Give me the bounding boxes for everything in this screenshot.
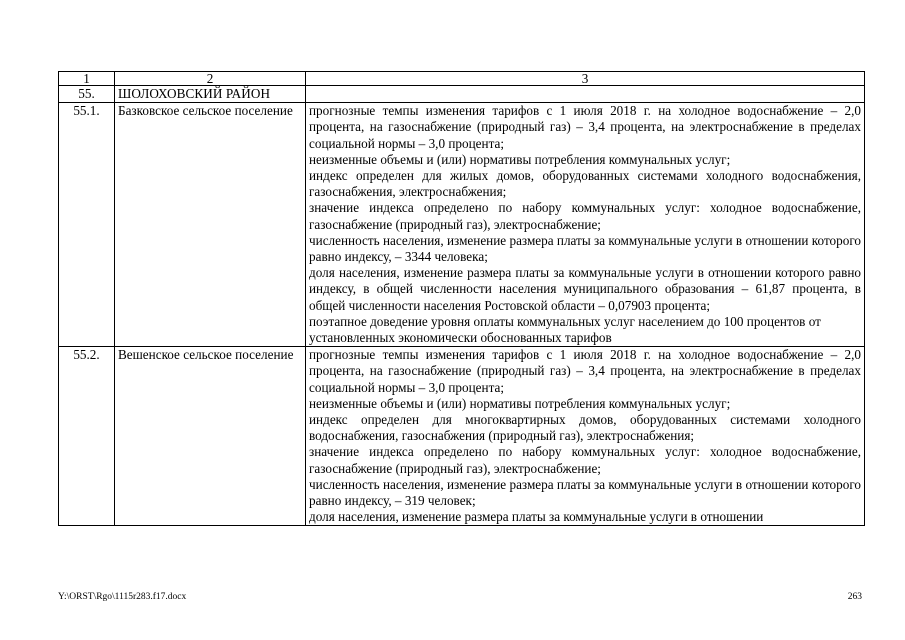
paragraph: неизменные объемы и (или) нормативы потребления коммунальных услуг; (309, 395, 731, 411)
settlement-number: 55.2. (59, 347, 115, 526)
paragraph: значение индекса определено по набору коммунальных услуг: холодное водоснабжение, газоснабжение (природный газ), электроснабжение; (309, 444, 861, 476)
settlement-name: Базковское сельское поселение (115, 103, 306, 347)
paragraph: значение индекса определено по набору коммунальных услуг: холодное водоснабжение, газоснабжение (природный газ), электроснабжение; (309, 200, 861, 232)
region-number: 55. (59, 86, 115, 103)
header-col-1: 1 (59, 72, 115, 86)
footer-file-path: Y:\ORST\Rgo\1115r283.f17.docx (58, 592, 187, 602)
paragraph: прогнозные темпы изменения тарифов с 1 июля 2018 г. на холодное водоснабжение – 2,0 процента, на газоснабжение (природный газ) – 3,4 процента, на электроснабжение в пределах социальной нормы – 3,0 процента; (309, 103, 861, 151)
settlement-row-2 (59, 347, 865, 526)
region-empty-cell (306, 86, 865, 103)
tariff-table (58, 71, 865, 526)
settlement-row-1 (59, 103, 865, 347)
paragraph: индекс определен для жилых домов, оборудованных системами холодного водоснабжения, газоснабжения, электроснабжения; (309, 168, 861, 200)
header-row (59, 72, 865, 86)
paragraph: доля населения, изменение размера платы за коммунальные услуги в отношении (309, 509, 764, 525)
settlement-name: Вешенское сельское поселение (115, 347, 306, 526)
settlement-details (306, 103, 865, 347)
paragraph: индекс определен для многоквартирных домов, оборудованных системами холодного водоснабжения, газоснабжения (природный газ), электроснабжения; (309, 412, 861, 444)
page-number: 263 (847, 592, 862, 602)
header-col-3: 3 (306, 72, 865, 86)
paragraph: поэтапное доведение уровня оплаты коммунальных услуг населением до 100 процентов от установленных экономически обоснованных тарифов (309, 313, 821, 346)
paragraph: неизменные объемы и (или) нормативы потребления коммунальных услуг; (309, 151, 731, 167)
paragraph: прогнозные темпы изменения тарифов с 1 июля 2018 г. на холодное водоснабжение – 2,0 процента, на газоснабжение (природный газ) – 3,4 процента, на электроснабжение в пределах социальной нормы – 3,0 процента; (309, 347, 861, 395)
paragraph: численность населения, изменение размера платы за коммунальные услуги в отношении которого равно индексу, – 319 человек; (309, 476, 861, 509)
region-row (59, 86, 865, 103)
region-name: ШОЛОХОВСКИЙ РАЙОН (115, 86, 306, 103)
header-col-2: 2 (115, 72, 306, 86)
settlement-number: 55.1. (59, 103, 115, 347)
paragraph: численность населения, изменение размера платы за коммунальные услуги в отношении которого равно индексу, – 3344 человека; (309, 232, 861, 265)
settlement-details (306, 347, 865, 526)
paragraph: доля населения, изменение размера платы за коммунальные услуги в отношении которого равно индексу, в общей численности населения муниципального образования – 61,87 процента, в общей численности населения Ростовской области – 0,07903 процента; (309, 265, 861, 313)
